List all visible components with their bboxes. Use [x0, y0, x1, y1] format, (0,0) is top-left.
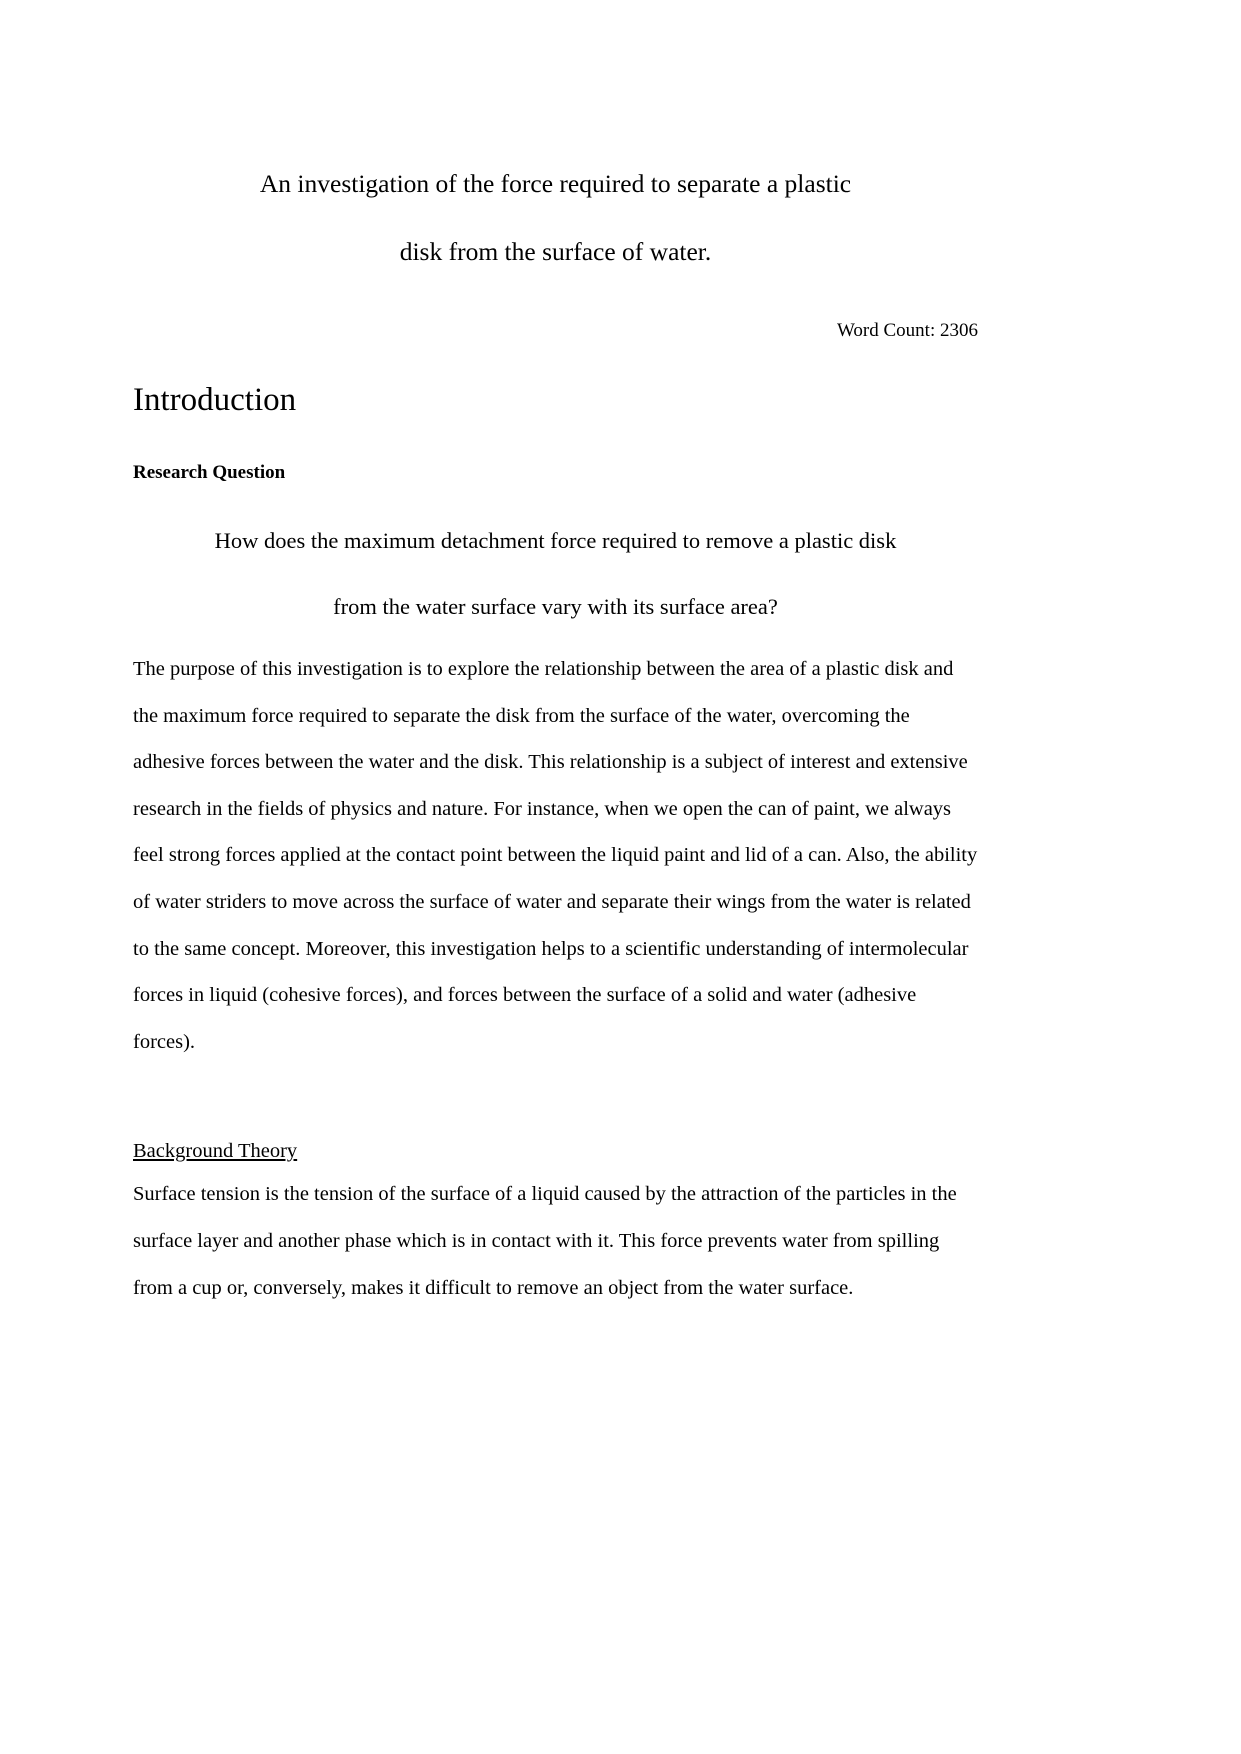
title-line-2: disk from the surface of water. — [399, 237, 712, 266]
subheading-background-theory: Background Theory — [133, 1140, 298, 1163]
subheading-research-question: Research Question — [133, 462, 286, 483]
research-question-line-2: from the water surface vary with its surface area? — [333, 594, 778, 619]
title-line-1: An investigation of the force required to separate a plastic — [259, 169, 852, 198]
word-count-label: Word Count: 2306 — [837, 320, 978, 341]
paragraph-spacer — [133, 1065, 978, 1137]
page-content — [133, 0, 978, 1311]
section-heading-introduction: Introduction — [133, 382, 297, 418]
paragraph-background-theory: Surface tension is the tension of the surface of a liquid caused by the attraction of the particles in the surface layer and another phase which is in contact with it. This force prevents water from spilling from a cup or, conversely, makes it difficult to remove an object from the water surface. — [133, 1183, 957, 1299]
research-question-text — [133, 508, 978, 640]
paragraph-introduction: The purpose of this investigation is to explore the relationship between the area of a plastic disk and the maximum force required to separate the disk from the surface of the water, overcoming the adhesive forces between the water and the disk. This relationship is a subject of interest and extensive research in the fields of physics and nature. For instance, when we open the can of paint, we always feel strong forces applied at the contact point between the liquid paint and lid of a can. Also, the ability of water striders to move across the surface of water and separate their wings from the water is related to the same concept. Moreover, this investigation helps to a scientific understanding of intermolecular forces in liquid (cohesive forces), and forces between the surface of a solid and water (adhesive forces). — [133, 658, 978, 1053]
research-question-line-1: How does the maximum detachment force required to remove a plastic disk — [214, 528, 897, 553]
page-title — [133, 0, 978, 286]
